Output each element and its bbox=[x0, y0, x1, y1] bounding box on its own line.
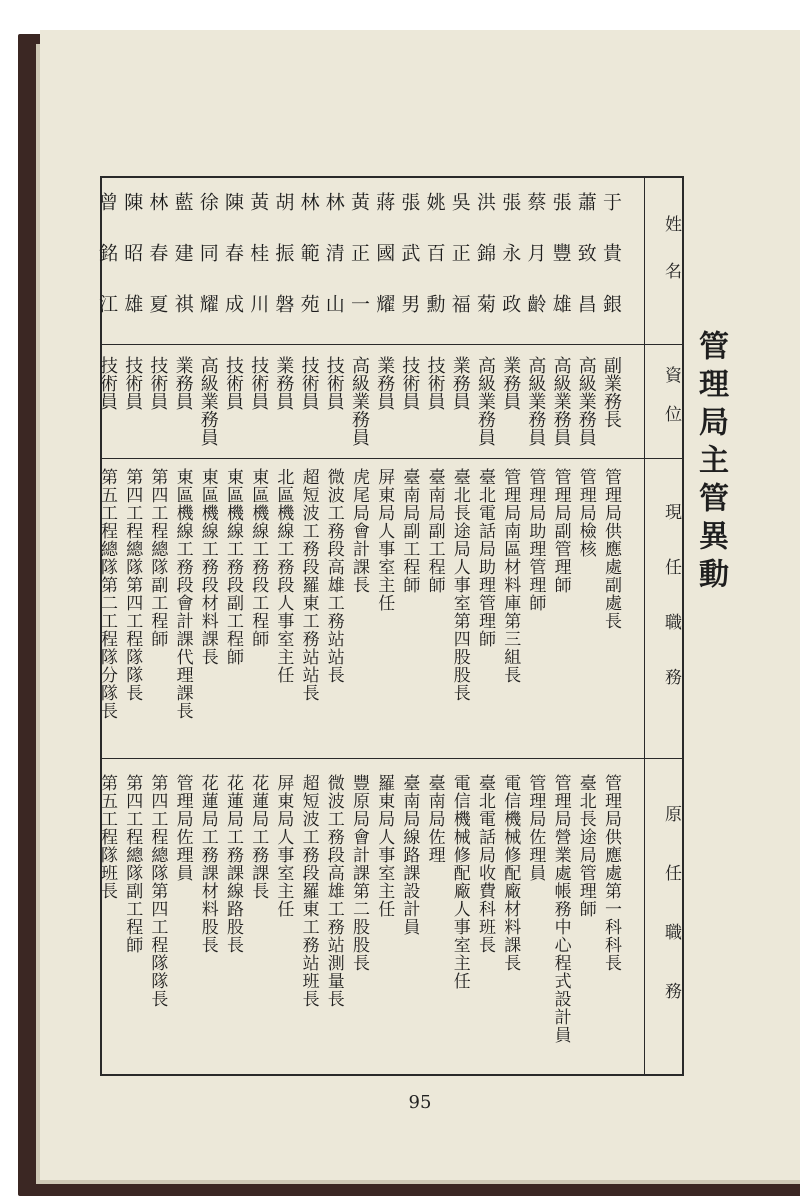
current-duty-cell: 微波工務段高雄工務站站長 bbox=[323, 468, 344, 684]
header-current-duty: 現任職務 bbox=[661, 503, 681, 723]
qualification-cell: 高級業務員 bbox=[475, 356, 496, 446]
name-cell: 蔣國耀 bbox=[373, 192, 396, 345]
original-duty-cell: 管理局佐理員 bbox=[525, 774, 546, 882]
original-duty-cell: 管理局供應處第一科科長 bbox=[601, 774, 621, 972]
qualification-cell: 業務員 bbox=[449, 356, 471, 410]
name-cell: 姚百勳 bbox=[423, 192, 446, 345]
name-cell: 曾銘江 bbox=[96, 192, 118, 345]
qualification-cell: 技術員 bbox=[424, 356, 446, 410]
qualification-cell: 技術員 bbox=[122, 356, 144, 410]
name-cell: 吳正福 bbox=[448, 192, 471, 345]
current-duty-cell: 第五工程總隊第二工程隊分隊長 bbox=[97, 468, 117, 720]
original-duty-cell: 第五工程隊班長 bbox=[97, 774, 117, 900]
original-duty-cell: 微波工務段高雄工務站測量長 bbox=[323, 774, 344, 1008]
current-duty-cell: 北區機線工務段人事室主任 bbox=[273, 468, 294, 684]
qualification-cell: 業務員 bbox=[273, 356, 295, 410]
current-duty-cell: 東區機線工務段副工程師 bbox=[223, 468, 243, 666]
page-title: 管理局主管異動 bbox=[693, 330, 728, 596]
current-duty-cell: 東區機線工務段材料課長 bbox=[197, 468, 218, 666]
qualification-cell: 業務員 bbox=[500, 356, 522, 410]
current-duty-cell: 管理局供應處副處長 bbox=[601, 468, 621, 630]
current-duty-cell: 屏東局人事室主任 bbox=[374, 468, 395, 612]
row-divider-qualification bbox=[102, 458, 682, 459]
original-duty-cell: 電信機械修配廠材料課長 bbox=[500, 774, 521, 972]
qualification-cell: 技術員 bbox=[97, 356, 118, 410]
name-cell: 蔡月齡 bbox=[524, 192, 547, 345]
current-duty-cell: 東區機線工務段工程師 bbox=[248, 468, 269, 648]
original-duty-cell: 臺北長途局管理師 bbox=[575, 774, 596, 918]
qualification-cell: 技術員 bbox=[323, 356, 345, 410]
current-duty-cell: 管理局檢核 bbox=[575, 468, 596, 558]
name-cell: 黃桂川 bbox=[247, 192, 270, 345]
current-duty-cell: 臺北電話局助理管理師 bbox=[475, 468, 495, 648]
personnel-table bbox=[96, 176, 684, 1076]
name-cell: 林春夏 bbox=[146, 192, 169, 345]
row-divider-current bbox=[102, 758, 682, 759]
qualification-cell: 技術員 bbox=[147, 356, 169, 410]
qualification-cell: 高級業務員 bbox=[349, 356, 370, 446]
name-cell: 陳昭雄 bbox=[121, 192, 144, 345]
original-duty-cell: 超短波工務段羅東工務站班長 bbox=[298, 774, 319, 1008]
qualification-cell: 業務員 bbox=[374, 356, 396, 410]
current-duty-cell: 臺北長途局人事室第四股股長 bbox=[449, 468, 470, 702]
name-cell: 藍建祺 bbox=[171, 192, 194, 345]
original-duty-cell: 羅東局人事室主任 bbox=[374, 774, 395, 918]
qualification-cell: 高級業務員 bbox=[550, 356, 572, 446]
qualification-cell: 技術員 bbox=[223, 356, 244, 410]
current-duty-cell: 管理局助理管理師 bbox=[525, 468, 546, 612]
name-cell: 陳春成 bbox=[222, 192, 244, 345]
qualification-cell: 副業務長 bbox=[601, 356, 622, 428]
name-cell: 徐同耀 bbox=[196, 192, 219, 345]
name-cell: 張武男 bbox=[398, 192, 421, 345]
current-duty-cell: 超短波工務段羅東工務站站長 bbox=[298, 468, 319, 702]
current-duty-cell: 管理局副管理師 bbox=[550, 468, 571, 594]
original-duty-cell: 管理局佐理員 bbox=[172, 774, 193, 882]
original-duty-cell: 臺北電話局收費科班長 bbox=[475, 774, 495, 954]
current-duty-cell: 管理局南區材料庫第三組長 bbox=[500, 468, 521, 684]
current-duty-cell: 東區機線工務段會計課代理課長 bbox=[172, 468, 193, 720]
original-duty-cell: 臺南局線路課設計員 bbox=[399, 774, 420, 936]
qualification-cell: 業務員 bbox=[172, 356, 194, 410]
name-cell: 張豐雄 bbox=[549, 192, 572, 345]
original-duty-cell: 第四工程總隊第四工程隊隊長 bbox=[147, 774, 168, 1008]
original-duty-cell: 花蓮局工務課線路股長 bbox=[223, 774, 243, 954]
name-cell: 洪錦菊 bbox=[474, 192, 496, 345]
qualification-cell: 技術員 bbox=[248, 356, 270, 410]
original-duty-cell: 第四工程總隊副工程師 bbox=[122, 774, 143, 954]
header-qualification: 資位 bbox=[661, 366, 681, 444]
qualification-cell: 高級業務員 bbox=[525, 356, 547, 446]
original-duty-cell: 花蓮局工務課材料股長 bbox=[197, 774, 218, 954]
page-number: 95 bbox=[408, 1092, 432, 1113]
current-duty-cell: 第四工程總隊第四工程隊隊長 bbox=[122, 468, 143, 702]
qualification-cell: 高級業務員 bbox=[197, 356, 219, 446]
original-duty-cell: 豐原局會計課第二股股長 bbox=[349, 774, 369, 972]
name-cell: 于貴銀 bbox=[600, 192, 622, 345]
original-duty-cell: 管理局營業處帳務中心程式設計員 bbox=[550, 774, 571, 1044]
name-cell: 胡振磐 bbox=[272, 192, 295, 345]
qualification-cell: 技術員 bbox=[399, 356, 421, 410]
header-name: 姓名 bbox=[661, 215, 681, 309]
name-cell: 張永政 bbox=[499, 192, 522, 345]
name-cell: 黃正一 bbox=[348, 192, 370, 345]
original-duty-cell: 花蓮局工務課長 bbox=[248, 774, 269, 900]
name-cell: 林範苑 bbox=[297, 192, 320, 345]
name-cell: 林清山 bbox=[322, 192, 345, 345]
name-cell: 蕭致昌 bbox=[574, 192, 597, 345]
original-duty-cell: 臺南局佐理 bbox=[424, 774, 445, 864]
header-column-divider bbox=[644, 178, 645, 1074]
current-duty-cell: 臺南局副工程師 bbox=[399, 468, 420, 594]
current-duty-cell: 第四工程總隊副工程師 bbox=[147, 468, 168, 648]
current-duty-cell: 臺南局副工程師 bbox=[424, 468, 445, 594]
header-original-duty: 原任職務 bbox=[661, 805, 681, 1041]
original-duty-cell: 屏東局人事室主任 bbox=[273, 774, 294, 918]
qualification-cell: 高級業務員 bbox=[575, 356, 597, 446]
current-duty-cell: 虎尾局會計課長 bbox=[349, 468, 369, 594]
qualification-cell: 技術員 bbox=[298, 356, 320, 410]
original-duty-cell: 電信機械修配廠人事室主任 bbox=[449, 774, 470, 990]
